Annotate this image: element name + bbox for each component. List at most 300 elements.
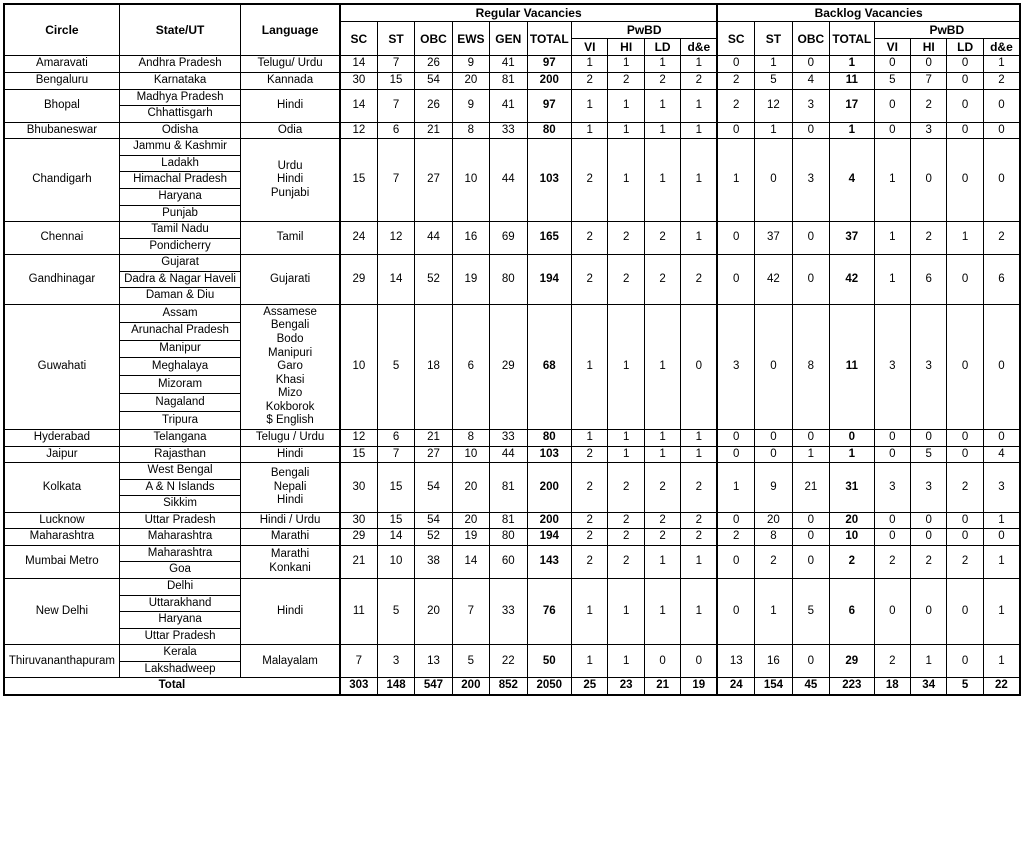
cell-state-ut: Mizoram <box>119 376 240 394</box>
header-backlog-st: ST <box>755 22 792 56</box>
cell-regular-ews: 19 <box>452 255 489 305</box>
cell-backlog-pwbd-de: 0 <box>983 529 1020 546</box>
header-row-top <box>4 4 1020 22</box>
cell-state-ut: Gujarat <box>119 255 240 272</box>
cell-backlog-pwbd-vi: 0 <box>874 56 910 73</box>
cell-regular-st: 15 <box>377 73 414 90</box>
cell-regular-sc: 7 <box>340 645 377 678</box>
cell-total-backlog-sc: 24 <box>717 678 754 695</box>
cell-backlog-pwbd-vi: 0 <box>874 89 910 122</box>
cell-regular-ews: 16 <box>452 222 489 255</box>
cell-regular-ews: 20 <box>452 512 489 529</box>
cell-backlog-pwbd-de: 0 <box>983 139 1020 222</box>
cell-state-ut: Rajasthan <box>119 446 240 463</box>
cell-total-regular-sc: 303 <box>340 678 377 695</box>
cell-regular-gen: 81 <box>490 512 527 529</box>
cell-regular-pwbd-hi: 1 <box>608 304 644 429</box>
cell-backlog-st: 12 <box>755 89 792 122</box>
cell-backlog-obc: 0 <box>792 529 829 546</box>
cell-language: Kannada <box>241 73 340 90</box>
cell-regular-pwbd-hi: 2 <box>608 529 644 546</box>
cell-regular-obc: 13 <box>415 645 452 678</box>
cell-state-ut: Maharashtra <box>119 529 240 546</box>
cell-backlog-obc: 5 <box>792 579 829 645</box>
table-header <box>4 4 1020 56</box>
cell-regular-pwbd-hi: 1 <box>608 122 644 139</box>
cell-regular-total: 200 <box>527 73 572 90</box>
cell-regular-st: 7 <box>377 446 414 463</box>
cell-regular-pwbd-de: 2 <box>681 73 717 90</box>
cell-backlog-st: 1 <box>755 56 792 73</box>
cell-backlog-total: 20 <box>830 512 875 529</box>
cell-backlog-pwbd-ld: 1 <box>947 222 983 255</box>
cell-backlog-pwbd-vi: 0 <box>874 512 910 529</box>
cell-state-ut: Andhra Pradesh <box>119 56 240 73</box>
cell-backlog-pwbd-hi: 2 <box>910 89 946 122</box>
cell-backlog-sc: 13 <box>717 645 754 678</box>
table-total-row <box>4 678 1020 695</box>
cell-regular-pwbd-hi: 2 <box>608 463 644 513</box>
cell-regular-ews: 7 <box>452 579 489 645</box>
cell-regular-sc: 15 <box>340 446 377 463</box>
cell-backlog-total: 17 <box>830 89 875 122</box>
cell-total-backlog-st: 154 <box>755 678 792 695</box>
cell-backlog-sc: 0 <box>717 122 754 139</box>
cell-backlog-sc: 2 <box>717 89 754 122</box>
header-backlog-total: TOTAL <box>830 22 875 56</box>
cell-state-ut: Nagaland <box>119 394 240 412</box>
cell-regular-total: 143 <box>527 545 572 578</box>
table-row <box>4 545 1020 562</box>
cell-regular-pwbd-ld: 1 <box>644 446 680 463</box>
table-row <box>4 429 1020 446</box>
header-backlog-sc: SC <box>717 22 754 56</box>
cell-regular-pwbd-de: 1 <box>681 446 717 463</box>
cell-backlog-pwbd-hi: 0 <box>910 579 946 645</box>
cell-regular-st: 15 <box>377 512 414 529</box>
table-row <box>4 222 1020 239</box>
cell-backlog-sc: 1 <box>717 463 754 513</box>
cell-regular-pwbd-de: 1 <box>681 122 717 139</box>
cell-regular-pwbd-hi: 1 <box>608 645 644 678</box>
cell-regular-pwbd-hi: 1 <box>608 56 644 73</box>
cell-regular-total: 103 <box>527 446 572 463</box>
cell-regular-total: 76 <box>527 579 572 645</box>
cell-backlog-pwbd-hi: 0 <box>910 139 946 222</box>
cell-regular-obc: 38 <box>415 545 452 578</box>
cell-state-ut: Maharashtra <box>119 545 240 562</box>
cell-regular-obc: 54 <box>415 512 452 529</box>
cell-regular-pwbd-de: 1 <box>681 56 717 73</box>
cell-state-ut: Punjab <box>119 205 240 222</box>
cell-backlog-pwbd-vi: 0 <box>874 429 910 446</box>
cell-backlog-total: 29 <box>830 645 875 678</box>
cell-backlog-obc: 0 <box>792 222 829 255</box>
cell-backlog-pwbd-ld: 0 <box>947 255 983 305</box>
cell-backlog-pwbd-hi: 0 <box>910 529 946 546</box>
cell-state-ut: Goa <box>119 562 240 579</box>
cell-state-ut: Kerala <box>119 645 240 662</box>
cell-regular-pwbd-vi: 2 <box>572 222 608 255</box>
header-backlog-pwbd-vi: VI <box>874 39 910 56</box>
cell-backlog-st: 20 <box>755 512 792 529</box>
cell-backlog-pwbd-vi: 1 <box>874 222 910 255</box>
cell-backlog-st: 1 <box>755 122 792 139</box>
cell-circle: Mumbai Metro <box>4 545 119 578</box>
cell-regular-pwbd-ld: 2 <box>644 512 680 529</box>
cell-backlog-obc: 4 <box>792 73 829 90</box>
cell-language: Marathi <box>241 529 340 546</box>
cell-regular-gen: 41 <box>490 89 527 122</box>
cell-regular-gen: 41 <box>490 56 527 73</box>
cell-backlog-pwbd-ld: 0 <box>947 73 983 90</box>
cell-total-backlog-total: 223 <box>830 678 875 695</box>
cell-total-regular-total: 2050 <box>527 678 572 695</box>
cell-state-ut: Delhi <box>119 579 240 596</box>
cell-regular-total: 165 <box>527 222 572 255</box>
cell-circle: Chandigarh <box>4 139 119 222</box>
cell-regular-total: 97 <box>527 56 572 73</box>
cell-regular-pwbd-vi: 1 <box>572 304 608 429</box>
cell-backlog-pwbd-vi: 0 <box>874 446 910 463</box>
cell-regular-total: 103 <box>527 139 572 222</box>
cell-regular-sc: 29 <box>340 529 377 546</box>
cell-regular-st: 5 <box>377 304 414 429</box>
cell-backlog-pwbd-hi: 3 <box>910 304 946 429</box>
cell-regular-pwbd-vi: 2 <box>572 529 608 546</box>
cell-backlog-pwbd-vi: 3 <box>874 463 910 513</box>
cell-regular-gen: 81 <box>490 73 527 90</box>
cell-regular-pwbd-hi: 1 <box>608 139 644 222</box>
header-regular-total: TOTAL <box>527 22 572 56</box>
cell-backlog-obc: 1 <box>792 446 829 463</box>
cell-state-ut: Uttar Pradesh <box>119 512 240 529</box>
header-circle: Circle <box>4 4 119 56</box>
cell-total-regular-pwbd-de: 19 <box>681 678 717 695</box>
cell-backlog-pwbd-hi: 0 <box>910 512 946 529</box>
cell-regular-pwbd-vi: 2 <box>572 463 608 513</box>
cell-state-ut: Haryana <box>119 188 240 205</box>
cell-backlog-total: 37 <box>830 222 875 255</box>
header-regular-pwbd-de: d&e <box>681 39 717 56</box>
header-regular-pwbd-ld: LD <box>644 39 680 56</box>
cell-regular-pwbd-de: 2 <box>681 512 717 529</box>
cell-backlog-pwbd-ld: 0 <box>947 56 983 73</box>
cell-backlog-sc: 2 <box>717 529 754 546</box>
cell-regular-gen: 80 <box>490 529 527 546</box>
cell-backlog-obc: 0 <box>792 645 829 678</box>
cell-backlog-st: 16 <box>755 645 792 678</box>
cell-regular-pwbd-hi: 1 <box>608 446 644 463</box>
cell-backlog-obc: 0 <box>792 429 829 446</box>
cell-backlog-pwbd-hi: 2 <box>910 545 946 578</box>
cell-backlog-total: 1 <box>830 122 875 139</box>
cell-backlog-obc: 3 <box>792 139 829 222</box>
header-regular-pwbd-hi: HI <box>608 39 644 56</box>
cell-backlog-pwbd-vi: 3 <box>874 304 910 429</box>
cell-language: Gujarati <box>241 255 340 305</box>
cell-language: Marathi Konkani <box>241 545 340 578</box>
cell-backlog-total: 31 <box>830 463 875 513</box>
cell-regular-ews: 9 <box>452 56 489 73</box>
cell-regular-sc: 14 <box>340 56 377 73</box>
cell-regular-pwbd-vi: 1 <box>572 89 608 122</box>
cell-backlog-st: 0 <box>755 429 792 446</box>
cell-regular-sc: 30 <box>340 512 377 529</box>
cell-state-ut: Meghalaya <box>119 358 240 376</box>
cell-regular-pwbd-ld: 1 <box>644 545 680 578</box>
cell-regular-gen: 44 <box>490 446 527 463</box>
cell-regular-pwbd-vi: 2 <box>572 545 608 578</box>
cell-regular-st: 10 <box>377 545 414 578</box>
cell-circle: New Delhi <box>4 579 119 645</box>
cell-regular-pwbd-hi: 1 <box>608 89 644 122</box>
cell-regular-obc: 27 <box>415 446 452 463</box>
cell-backlog-st: 8 <box>755 529 792 546</box>
cell-regular-pwbd-ld: 2 <box>644 463 680 513</box>
cell-regular-obc: 44 <box>415 222 452 255</box>
cell-regular-pwbd-ld: 1 <box>644 89 680 122</box>
cell-regular-ews: 5 <box>452 645 489 678</box>
cell-state-ut: A & N Islands <box>119 479 240 496</box>
cell-regular-total: 50 <box>527 645 572 678</box>
cell-regular-sc: 12 <box>340 122 377 139</box>
cell-total-label: Total <box>4 678 340 695</box>
cell-regular-total: 194 <box>527 255 572 305</box>
cell-regular-pwbd-hi: 1 <box>608 579 644 645</box>
cell-circle: Bengaluru <box>4 73 119 90</box>
cell-backlog-pwbd-de: 0 <box>983 304 1020 429</box>
cell-regular-ews: 14 <box>452 545 489 578</box>
cell-regular-obc: 18 <box>415 304 452 429</box>
cell-regular-st: 7 <box>377 56 414 73</box>
header-backlog-pwbd-de: d&e <box>983 39 1020 56</box>
cell-backlog-pwbd-ld: 0 <box>947 89 983 122</box>
table-row <box>4 304 1020 322</box>
cell-total-backlog-pwbd-de: 22 <box>983 678 1020 695</box>
cell-regular-pwbd-de: 1 <box>681 545 717 578</box>
cell-regular-pwbd-ld: 1 <box>644 429 680 446</box>
cell-circle: Lucknow <box>4 512 119 529</box>
cell-regular-pwbd-ld: 0 <box>644 645 680 678</box>
cell-regular-ews: 9 <box>452 89 489 122</box>
header-language: Language <box>241 4 340 56</box>
table-row <box>4 579 1020 596</box>
cell-backlog-pwbd-hi: 3 <box>910 122 946 139</box>
cell-language: Hindi <box>241 446 340 463</box>
cell-regular-ews: 10 <box>452 446 489 463</box>
cell-backlog-pwbd-ld: 0 <box>947 529 983 546</box>
header-regular-obc: OBC <box>415 22 452 56</box>
vacancy-table <box>3 3 1021 696</box>
cell-backlog-total: 0 <box>830 429 875 446</box>
cell-regular-pwbd-de: 2 <box>681 529 717 546</box>
cell-backlog-obc: 0 <box>792 56 829 73</box>
cell-state-ut: West Bengal <box>119 463 240 480</box>
cell-language: Telugu / Urdu <box>241 429 340 446</box>
header-backlog-pwbd-hi: HI <box>910 39 946 56</box>
cell-regular-ews: 10 <box>452 139 489 222</box>
cell-regular-obc: 20 <box>415 579 452 645</box>
cell-backlog-obc: 8 <box>792 304 829 429</box>
cell-backlog-pwbd-vi: 1 <box>874 255 910 305</box>
cell-circle: Bhubaneswar <box>4 122 119 139</box>
cell-regular-sc: 11 <box>340 579 377 645</box>
cell-regular-obc: 52 <box>415 529 452 546</box>
cell-backlog-sc: 0 <box>717 56 754 73</box>
cell-regular-gen: 44 <box>490 139 527 222</box>
cell-state-ut: Karnataka <box>119 73 240 90</box>
cell-backlog-total: 42 <box>830 255 875 305</box>
table-row <box>4 56 1020 73</box>
cell-language: Hindi <box>241 89 340 122</box>
cell-regular-st: 14 <box>377 529 414 546</box>
cell-backlog-pwbd-ld: 0 <box>947 304 983 429</box>
cell-regular-pwbd-ld: 2 <box>644 529 680 546</box>
cell-regular-obc: 54 <box>415 73 452 90</box>
cell-regular-ews: 19 <box>452 529 489 546</box>
cell-backlog-pwbd-hi: 3 <box>910 463 946 513</box>
header-regular-st: ST <box>377 22 414 56</box>
header-backlog-pwbd-ld: LD <box>947 39 983 56</box>
cell-backlog-pwbd-ld: 0 <box>947 429 983 446</box>
cell-regular-pwbd-vi: 1 <box>572 56 608 73</box>
cell-state-ut: Telangana <box>119 429 240 446</box>
cell-regular-pwbd-vi: 2 <box>572 255 608 305</box>
cell-regular-pwbd-de: 1 <box>681 222 717 255</box>
cell-backlog-pwbd-ld: 2 <box>947 463 983 513</box>
cell-regular-pwbd-vi: 2 <box>572 73 608 90</box>
cell-backlog-pwbd-vi: 1 <box>874 139 910 222</box>
cell-total-backlog-pwbd-vi: 18 <box>874 678 910 695</box>
cell-backlog-pwbd-hi: 0 <box>910 429 946 446</box>
cell-backlog-st: 42 <box>755 255 792 305</box>
cell-backlog-pwbd-vi: 0 <box>874 579 910 645</box>
cell-regular-sc: 30 <box>340 463 377 513</box>
cell-language: Tamil <box>241 222 340 255</box>
cell-backlog-pwbd-de: 0 <box>983 89 1020 122</box>
cell-regular-pwbd-hi: 2 <box>608 512 644 529</box>
table-row <box>4 446 1020 463</box>
cell-total-regular-pwbd-hi: 23 <box>608 678 644 695</box>
cell-total-regular-gen: 852 <box>490 678 527 695</box>
cell-backlog-obc: 0 <box>792 122 829 139</box>
cell-backlog-sc: 0 <box>717 429 754 446</box>
cell-backlog-pwbd-hi: 5 <box>910 446 946 463</box>
cell-backlog-sc: 2 <box>717 73 754 90</box>
cell-backlog-pwbd-ld: 0 <box>947 446 983 463</box>
cell-regular-total: 200 <box>527 463 572 513</box>
cell-circle: Hyderabad <box>4 429 119 446</box>
cell-state-ut: Tripura <box>119 412 240 430</box>
cell-regular-gen: 33 <box>490 579 527 645</box>
cell-regular-st: 7 <box>377 89 414 122</box>
cell-backlog-obc: 3 <box>792 89 829 122</box>
cell-circle: Thiruvananthapuram <box>4 645 119 678</box>
cell-regular-obc: 27 <box>415 139 452 222</box>
cell-backlog-st: 0 <box>755 139 792 222</box>
cell-backlog-pwbd-hi: 7 <box>910 73 946 90</box>
cell-language: Hindi <box>241 579 340 645</box>
cell-backlog-sc: 0 <box>717 255 754 305</box>
cell-state-ut: Lakshadweep <box>119 661 240 678</box>
cell-backlog-sc: 0 <box>717 579 754 645</box>
cell-state-ut: Manipur <box>119 340 240 358</box>
cell-circle: Bhopal <box>4 89 119 122</box>
header-backlog-obc: OBC <box>792 22 829 56</box>
cell-backlog-total: 1 <box>830 446 875 463</box>
cell-language: Bengali Nepali Hindi <box>241 463 340 513</box>
header-regular-ews: EWS <box>452 22 489 56</box>
cell-backlog-obc: 0 <box>792 255 829 305</box>
cell-total-regular-obc: 547 <box>415 678 452 695</box>
table-row <box>4 512 1020 529</box>
cell-backlog-pwbd-hi: 1 <box>910 645 946 678</box>
cell-regular-gen: 33 <box>490 122 527 139</box>
cell-backlog-total: 1 <box>830 56 875 73</box>
cell-regular-gen: 29 <box>490 304 527 429</box>
cell-state-ut: Haryana <box>119 612 240 629</box>
table-row <box>4 529 1020 546</box>
cell-regular-pwbd-de: 2 <box>681 463 717 513</box>
cell-state-ut: Tamil Nadu <box>119 222 240 239</box>
cell-backlog-sc: 3 <box>717 304 754 429</box>
cell-regular-gen: 60 <box>490 545 527 578</box>
table-body <box>4 56 1020 695</box>
cell-regular-ews: 8 <box>452 122 489 139</box>
cell-regular-sc: 14 <box>340 89 377 122</box>
cell-regular-total: 80 <box>527 122 572 139</box>
cell-state-ut: Daman & Diu <box>119 288 240 305</box>
cell-state-ut: Madhya Pradesh <box>119 89 240 106</box>
cell-regular-total: 194 <box>527 529 572 546</box>
cell-regular-pwbd-vi: 2 <box>572 139 608 222</box>
cell-regular-obc: 21 <box>415 122 452 139</box>
cell-regular-sc: 12 <box>340 429 377 446</box>
cell-regular-sc: 29 <box>340 255 377 305</box>
cell-regular-sc: 10 <box>340 304 377 429</box>
cell-language: Malayalam <box>241 645 340 678</box>
cell-regular-pwbd-ld: 1 <box>644 122 680 139</box>
cell-regular-total: 200 <box>527 512 572 529</box>
cell-regular-gen: 81 <box>490 463 527 513</box>
cell-regular-pwbd-vi: 2 <box>572 512 608 529</box>
cell-regular-pwbd-hi: 1 <box>608 429 644 446</box>
cell-regular-total: 68 <box>527 304 572 429</box>
cell-regular-total: 97 <box>527 89 572 122</box>
table-row <box>4 73 1020 90</box>
cell-backlog-pwbd-hi: 2 <box>910 222 946 255</box>
cell-backlog-sc: 0 <box>717 512 754 529</box>
cell-backlog-pwbd-ld: 0 <box>947 512 983 529</box>
cell-regular-st: 6 <box>377 122 414 139</box>
header-backlog-pwbd: PwBD <box>874 22 1020 39</box>
cell-backlog-total: 11 <box>830 304 875 429</box>
cell-backlog-pwbd-de: 4 <box>983 446 1020 463</box>
cell-regular-obc: 21 <box>415 429 452 446</box>
cell-circle: Chennai <box>4 222 119 255</box>
cell-regular-st: 5 <box>377 579 414 645</box>
cell-regular-ews: 20 <box>452 73 489 90</box>
cell-backlog-sc: 0 <box>717 222 754 255</box>
cell-regular-obc: 54 <box>415 463 452 513</box>
cell-total-regular-st: 148 <box>377 678 414 695</box>
cell-backlog-pwbd-de: 1 <box>983 512 1020 529</box>
cell-backlog-pwbd-ld: 2 <box>947 545 983 578</box>
cell-backlog-st: 2 <box>755 545 792 578</box>
cell-backlog-pwbd-de: 1 <box>983 545 1020 578</box>
cell-backlog-sc: 1 <box>717 139 754 222</box>
